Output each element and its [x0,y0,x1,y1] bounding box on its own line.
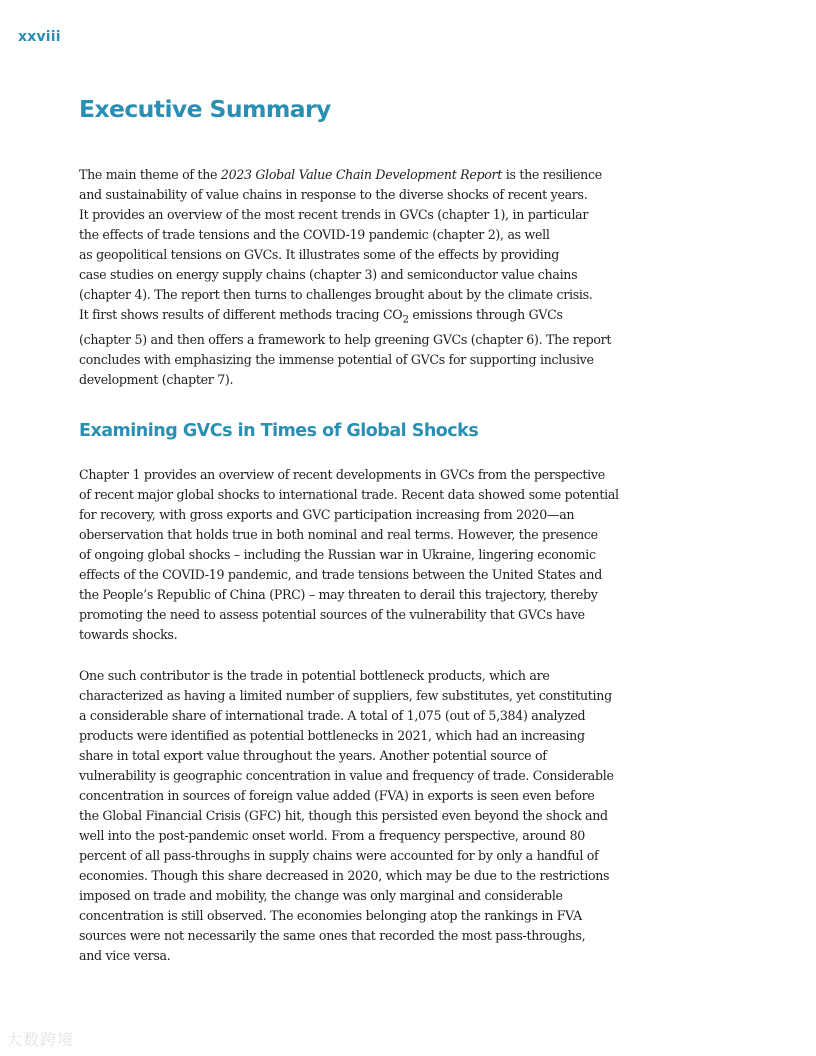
body-line: towards shocks. [79,627,178,642]
watermark: 大数跨境 [6,1030,75,1049]
page-title: Executive Summary [79,95,331,123]
body-line: sources were not necessarily the same ones that recorded the most pass-throughs, [79,928,586,943]
intro-line-3: It provides an overview of the most recent trends in GVCs (chapter 1), in particular [79,207,589,222]
body-line: of ongoing global shocks – including the Russian war in Ukraine, lingering economic [79,547,596,562]
body-line: products were identified as potential bottlenecks in 2021, which had an increasing [79,728,585,743]
body-line: and vice versa. [79,948,171,963]
body-line: a considerable share of international trade. A total of 1,075 (out of 5,384) analyzed [79,708,586,723]
intro-line-8: It first shows results of different methods tracing $CO_2$ emissions through GVCs [79,307,563,326]
intro-paragraph [79,165,639,390]
body-line: characterized as having a limited number of suppliers, few substitutes, yet constituting [79,688,612,703]
intro-line-6: case studies on energy supply chains (chapter 3) and semiconductor value chains [79,267,578,282]
body-line: Chapter 1 provides an overview of recent developments in GVCs from the perspective [79,467,605,482]
intro-line-7: (chapter 4). The report then turns to challenges brought about by the climate crisis. [79,287,593,302]
intro-line-11: development (chapter 7). [79,371,234,387]
body-line: economies. Though this share decreased in 2020, which may be due to the restrictions [79,868,610,883]
intro-line-9: (chapter 5) and then offers a framework to help greening GVCs (chapter 6). The report [79,331,612,347]
body-line: effects of the COVID-19 pandemic, and trade tensions between the United States and [79,567,602,582]
page-number: xxviii [18,29,61,45]
body-line: concentration in sources of foreign value added (FVA) in exports is seen even before [79,788,595,803]
intro-line-5: as geopolitical tensions on GVCs. It illustrates some of the effects by providing [79,247,560,262]
body-line: concentration is still observed. The economies belonging atop the rankings in FVA [79,908,582,923]
body-line: oberservation that holds true in both nominal and real terms. However, the presence [79,527,598,542]
section-paragraph-1 [79,465,639,645]
intro-line-10: concludes with emphasizing the immense potential of GVCs for supporting inclusive [79,351,594,367]
body-line: share in total export value throughout the years. Another potential source of [79,748,547,763]
section-heading: Examining GVCs in Times of Global Shocks [79,421,479,441]
section-paragraph-2 [79,666,639,966]
body-line: imposed on trade and mobility, the change was only marginal and considerable [79,888,563,903]
body-line: the People’s Republic of China (PRC) – may threaten to derail this trajectory, thereby [79,587,598,602]
co2-subscript: 2 [402,313,409,326]
intro-line-4: the effects of trade tensions and the COVID-19 pandemic (chapter 2), as well [79,227,550,242]
intro-line-1: The main theme of the 2023 Global Value Chain Development Report is the resilience [79,167,602,182]
body-line: for recovery, with gross exports and GVC participation increasing from 2020—an [79,507,575,522]
body-line: vulnerability is geographic concentration in value and frequency of trade. Considerable [79,768,614,783]
body-line: well into the post-pandemic onset world. From a frequency perspective, around 80 [79,828,585,843]
intro-line-2: and sustainability of value chains in response to the diverse shocks of recent years. [79,187,588,202]
report-title: 2023 Global Value Chain Development Report [220,167,503,182]
body-line: percent of all pass-throughs in supply chains were accounted for by only a handful of [79,848,599,863]
body-line: the Global Financial Crisis (GFC) hit, though this persisted even beyond the shock and [79,808,608,823]
body-line: promoting the need to assess potential sources of the vulnerability that GVCs have [79,607,585,622]
body-line: One such contributor is the trade in potential bottleneck products, which are [79,668,550,683]
body-line: of recent major global shocks to international trade. Recent data showed some potential [79,487,619,502]
